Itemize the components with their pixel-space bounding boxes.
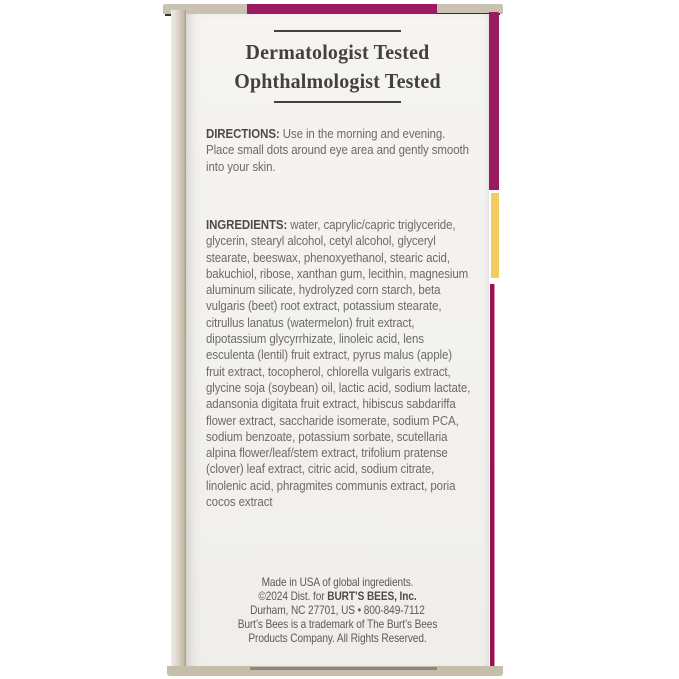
directions-text: Use in the morning and evening. Place small dots around eye area and gently smooth into your skin. — [206, 126, 469, 174]
copyright-prefix: ©2024 Dist. for — [258, 590, 328, 603]
brand-name-text: BURT’S BEES, Inc. — [327, 590, 417, 603]
carton-top-magenta-edge — [247, 4, 437, 14]
ingredients-label: INGREDIENTS: — [206, 217, 288, 232]
ingredients-text: water, caprylic/capric triglyceride, glycerin, stearyl alcohol, cetyl alcohol, glyceryl stearate, beeswax, phenoxyethanol, stearic acid, bakuchiol, ribose, xanthan gum, lecithin, magnesium aluminum silicate, hydrolyzed corn starch, beta vulgaris (beet) root extract, potassium stearate, citrullus lanatus (watermelon) fruit extract, dipotassium glycyrrhizate, linoleic acid, lens esculenta (lentil) fruit extract, pyrus malus (apple) fruit extract, tocopherol, chlorella vulgaris extract, glycine soja (soybean) oil, lactic acid, sodium lactate, adansonia digitata fruit extract, hibiscus sabdariffa flower extract, saccharide isomerate, sodium PCA, sodium benzoate, potassium sorbate, scutellaria alpina flower/leaf/stem extract, trifolium pratense (clover) leaf extract, citric acid, sodium citrate, linolenic acid, phragmites communis extract, poria cocos extract — [206, 217, 471, 510]
legal-text-block — [206, 576, 470, 646]
trademark-line-1: Burt’s Bees is a trademark of The Burt’s Bees — [237, 618, 438, 631]
divider-rule-top — [274, 30, 401, 32]
carton-spine-yellow-strip — [491, 193, 499, 278]
dermatologist-tested-text: Dermatologist Tested — [245, 40, 430, 64]
divider-rule-bottom — [274, 101, 401, 103]
trademark-line-2: Products Company. All Rights Reserved. — [248, 632, 427, 645]
copyright-line — [206, 590, 470, 604]
ingredients-paragraph — [206, 217, 470, 510]
directions-label: DIRECTIONS: — [206, 126, 280, 141]
carton-bottom-crease — [250, 667, 437, 670]
carton-left-side-edge — [171, 10, 186, 669]
address-phone-line: Durham, NC 27701, US • 800-849-7112 — [250, 604, 425, 617]
carton-spine-thin-magenta-line — [490, 284, 494, 666]
directions-paragraph — [206, 126, 470, 175]
carton-back-panel — [186, 14, 489, 668]
made-in-usa-text: Made in USA of global ingredients. — [261, 576, 414, 589]
carton-bottom-flap-edge — [167, 666, 503, 676]
ophthalmologist-tested-text: Ophthalmologist Tested — [234, 69, 441, 93]
carton-spine-magenta-strip — [489, 12, 499, 190]
tested-claims-heading — [194, 38, 482, 96]
carton-top-flap-edge — [163, 4, 503, 14]
